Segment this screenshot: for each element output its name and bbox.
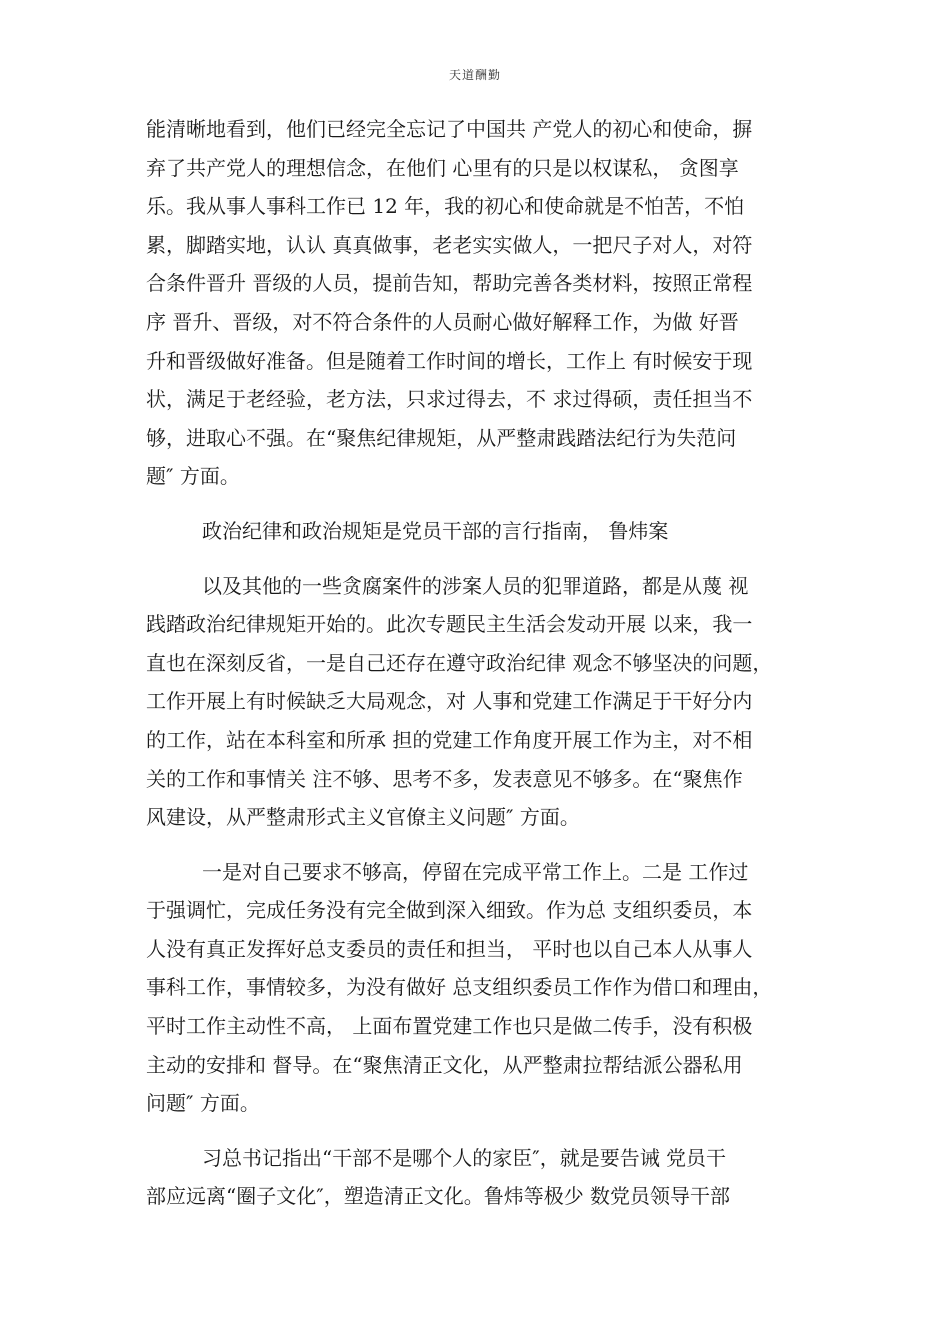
text-line: 政治纪律和政治规矩是党员干部的言行指南， 鲁炜案: [202, 518, 669, 543]
document-body: [146, 110, 806, 1216]
text-line: 习总书记指出“干部不是哪个人的家臣″，就是要告诫 党员干: [202, 1145, 727, 1170]
text-line: 风建设，从严整肃形式主义官僚主义问题″ 方面。: [146, 805, 580, 830]
text-line: 累，脚踏实地，认认 真真做事，老老实实做人，一把尺子对人，对符: [146, 232, 753, 257]
text-line: 能清晰地看到，他们已经完全忘记了中国共 产党人的初心和使命，摒: [146, 117, 753, 141]
text-line: 题″ 方面。: [146, 464, 240, 489]
paragraph-4: [146, 853, 806, 1123]
text-line: 状，满足于老经验，老方法，只求过得去，不 求过得硕，责任担当不: [146, 387, 753, 412]
text-line: 序 晋升、晋级，对不符合条件的人员耐心做好解释工作，为做 好晋: [146, 309, 739, 334]
text-line: 弃了共产党人的理想信念，在他们 心里有的只是以权谋私， 贪图享: [146, 155, 739, 180]
paragraph-1: [146, 110, 806, 496]
text-line: 部应远离“圈子文化″，塑造清正文化。鲁炜等极少 数党员领导干部: [146, 1184, 731, 1209]
text-line: 够，进取心不强。在“聚焦纪律规矩，从严整肃践踏法纪行为失范问: [146, 425, 737, 450]
text-line: 于强调忙，完成任务没有完全做到深入细致。作为总 支组织委员，本: [146, 898, 753, 923]
text-line: 平时工作主动性不高， 上面布置党建工作也只是做二传手，没有积极: [146, 1014, 753, 1039]
text-line: 践踏政治纪律规矩开始的。此次专题民主生活会发动开展 以来，我一: [146, 612, 753, 637]
paragraph-3: [146, 567, 806, 837]
paragraph-5: [146, 1139, 806, 1216]
text-line: 关的工作和事情关 注不够、思考不多，发表意见不够多。在“聚焦作: [146, 766, 743, 791]
page-header: 天道酬勤: [448, 68, 501, 82]
text-line: 升和晋级做好准备。但是随着工作时间的增长，工作上 有时候安于现: [146, 348, 753, 373]
text-line: 主动的安排和 督导。在“聚焦清正文化，从严整肃拉帮结派公器私用: [146, 1052, 743, 1077]
text-line: 乐。我从事人事科工作已 12 年，我的初心和使命就是不怕苦，不怕: [146, 194, 745, 219]
text-line: 以及其他的一些贪腐案件的涉案人员的犯罪道路，都是从蔑 视: [202, 573, 749, 598]
text-line: 工作开展上有时候缺乏大局观念，对 人事和党建工作满足于干好分内: [146, 689, 753, 714]
text-line: 的工作，站在本科室和所承 担的党建工作角度开展工作为主，对不相: [146, 727, 753, 752]
text-line: 合条件晋升 晋级的人员，提前告知，帮助完善各类材料，按照正常程: [146, 271, 753, 296]
text-line: 直也在深刻反省，一是自己还存在遵守政治纪律 观念不够坚决的问题，: [146, 650, 773, 675]
text-line: 问题″ 方面。: [146, 1091, 260, 1116]
text-line: 人没有真正发挥好总支委员的责任和担当， 平时也以自己本人从事人: [146, 936, 753, 961]
text-line: 事科工作，事情较多，为没有做好 总支组织委员工作作为借口和理由，: [146, 975, 773, 1000]
paragraph-2: [146, 512, 806, 551]
text-line: 一是对自己要求不够高，停留在完成平常工作上。二是 工作过: [202, 859, 749, 884]
